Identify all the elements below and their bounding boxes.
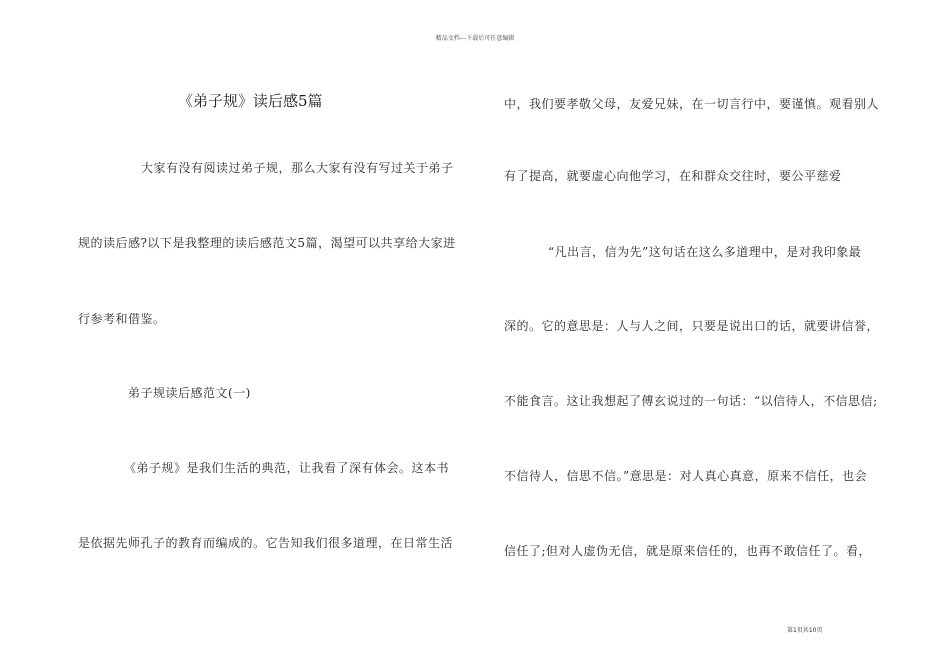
left-paragraph-line: 规的读后感?以下是我整理的读后感范文5篇，渴望可以共享给大家进 bbox=[78, 236, 456, 250]
right-paragraph-line: 中，我们要孝敬父母，友爱兄妹，在一切言行中，要谨慎。观看别人 bbox=[504, 97, 880, 111]
left-paragraph-line: 大家有没有阅读过弟子规，那么大家有没有写过关于弟子 bbox=[141, 161, 454, 175]
document-title: 《弟子规》读后感5篇 bbox=[178, 92, 323, 110]
page-number: 第1页共10页 bbox=[787, 627, 823, 634]
section-heading: 弟子规读后感范文(一) bbox=[128, 386, 251, 400]
right-paragraph-line: 有了提高，就要虚心向他学习，在和群众交往时，要公平慈爱 bbox=[504, 169, 842, 183]
right-paragraph-line: 不能食言。这让我想起了傅玄说过的一句话：“以信待人，不信思信; bbox=[504, 394, 878, 408]
right-paragraph-line: 深的。它的意思是：人与人之间，只要是说出口的话，就要讲信誉， bbox=[504, 319, 880, 333]
right-paragraph-line: 信任了;但对人虚伪无信，就是原来信任的，也再不敢信任了。看， bbox=[504, 544, 872, 558]
left-paragraph-line: 行参考和借鉴。 bbox=[78, 312, 166, 326]
left-paragraph-line: 是依据先师孔子的教育而编成的。它告知我们很多道理，在日常生活 bbox=[78, 536, 454, 550]
right-paragraph-line: 不信待人，信思不信。”意思是：对人真心真意，原来不信任，也会 bbox=[504, 469, 868, 483]
left-paragraph-line: 《弟子规》是我们生活的典范，让我看了深有体会。这本书 bbox=[124, 461, 450, 475]
right-paragraph-line: “凡出言，信为先”这句话在这么多道理中，是对我印象最 bbox=[548, 245, 862, 259]
document-header-note: 精品文档---下载后可任意编辑 bbox=[435, 35, 515, 42]
